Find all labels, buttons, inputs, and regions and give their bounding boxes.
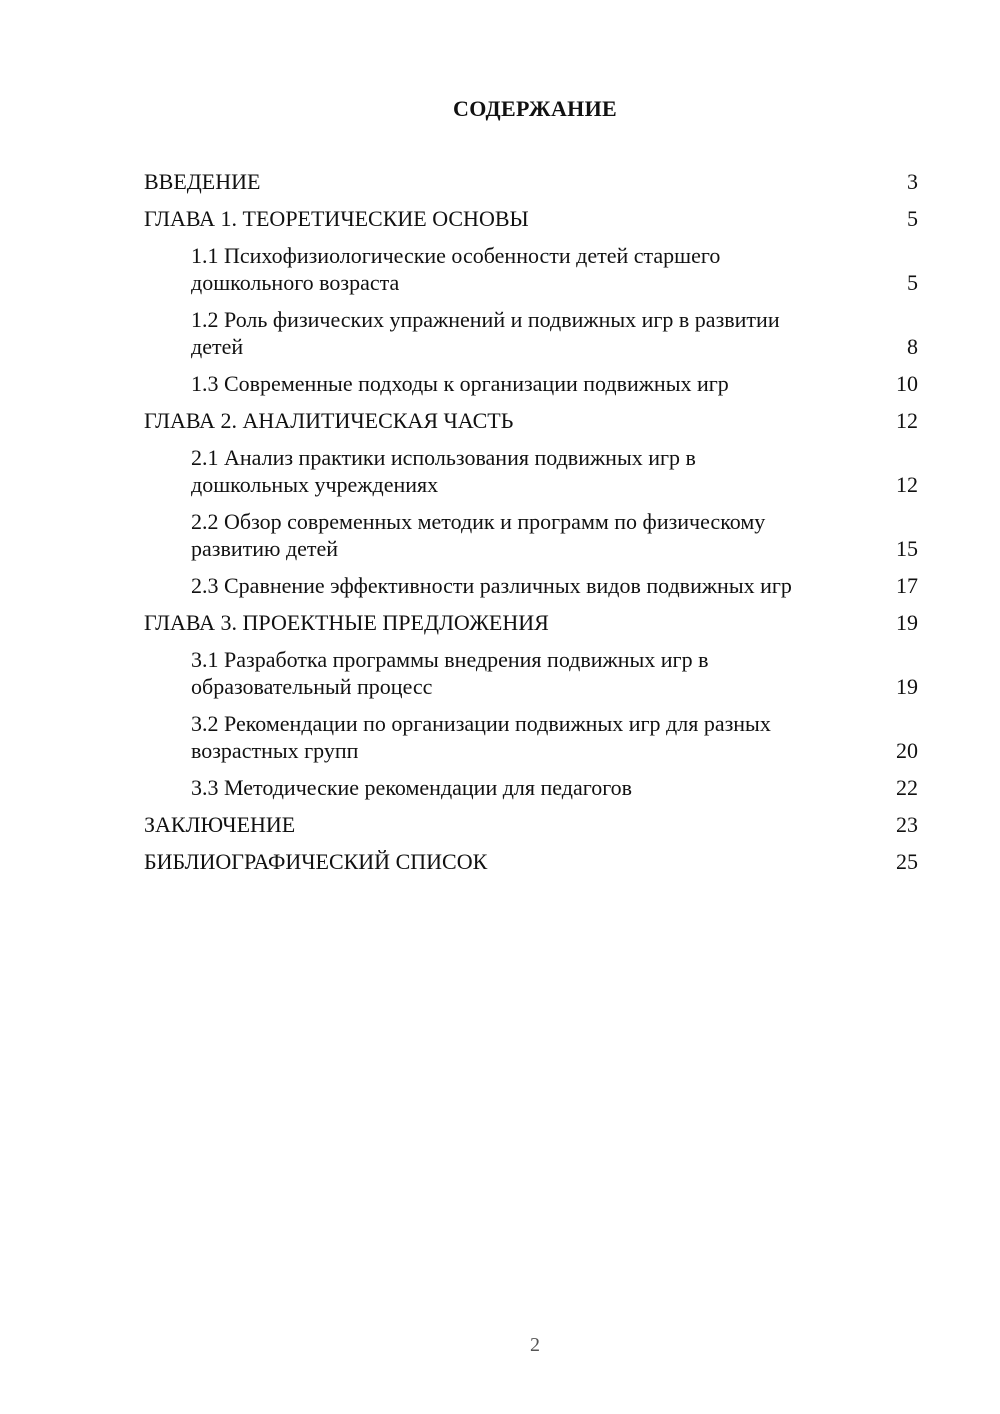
toc-entry-page: 17 bbox=[896, 573, 918, 598]
toc-entry-section-3-1[interactable] bbox=[144, 646, 918, 700]
toc-entry-label: ГЛАВА 1. ТЕОРЕТИЧЕСКИЕ ОСНОВЫ bbox=[144, 206, 529, 231]
toc-entry-conclusion[interactable] bbox=[144, 811, 918, 838]
toc-entry-page: 22 bbox=[896, 775, 918, 800]
toc-entry-section-3-3[interactable] bbox=[144, 774, 918, 801]
toc-entry-page: 15 bbox=[896, 536, 918, 561]
toc-entry-section-1-2[interactable] bbox=[144, 306, 918, 360]
toc-entry-label: 2.1 Анализ практики использования подвижных игр в дошкольных учреждениях bbox=[191, 445, 696, 497]
toc-entry-label: 3.1 Разработка программы внедрения подвижных игр в образовательный процесс bbox=[191, 647, 709, 699]
toc-entry-chapter-1[interactable] bbox=[144, 205, 918, 232]
toc-entry-chapter-3[interactable] bbox=[144, 609, 918, 636]
toc-title: СОДЕРЖАНИЕ bbox=[453, 96, 617, 121]
toc-entry-label: 1.1 Психофизиологические особенности детей старшего дошкольного возраста bbox=[191, 243, 721, 295]
toc-entry-page: 3 bbox=[907, 169, 918, 194]
toc-entry-section-2-2[interactable] bbox=[144, 508, 918, 562]
toc-entry-label: ГЛАВА 2. АНАЛИТИЧЕСКАЯ ЧАСТЬ bbox=[144, 408, 514, 433]
toc-entry-label: БИБЛИОГРАФИЧЕСКИЙ СПИСОК bbox=[144, 849, 488, 874]
toc-list bbox=[144, 168, 918, 885]
toc-entry-chapter-2[interactable] bbox=[144, 407, 918, 434]
page-number: 2 bbox=[530, 1334, 540, 1356]
toc-entry-label: 2.2 Обзор современных методик и программ по физическому развитию детей bbox=[191, 509, 766, 561]
toc-entry-page: 12 bbox=[896, 472, 918, 497]
toc-entry-page: 5 bbox=[907, 270, 918, 295]
toc-entry-introduction[interactable] bbox=[144, 168, 918, 195]
toc-entry-section-2-1[interactable] bbox=[144, 444, 918, 498]
toc-entry-label: 3.3 Методические рекомендации для педагогов bbox=[191, 775, 633, 800]
toc-entry-section-1-1[interactable] bbox=[144, 242, 918, 296]
toc-entry-label: ЗАКЛЮЧЕНИЕ bbox=[144, 812, 296, 837]
toc-entry-page: 10 bbox=[896, 371, 918, 396]
toc-entry-section-1-3[interactable] bbox=[144, 370, 918, 397]
toc-entry-label: 3.2 Рекомендации по организации подвижных игр для разных возрастных групп bbox=[191, 711, 771, 763]
toc-entry-section-3-2[interactable] bbox=[144, 710, 918, 764]
toc-entry-page: 19 bbox=[896, 674, 918, 699]
toc-entry-label: 2.3 Сравнение эффективности различных видов подвижных игр bbox=[191, 573, 792, 598]
toc-entry-section-2-3[interactable] bbox=[144, 572, 918, 599]
toc-entry-page: 5 bbox=[907, 206, 918, 231]
toc-entry-page: 25 bbox=[896, 849, 918, 874]
toc-entry-label: 1.3 Современные подходы к организации подвижных игр bbox=[191, 371, 729, 396]
toc-entry-bibliography[interactable] bbox=[144, 848, 918, 875]
toc-entry-page: 12 bbox=[896, 408, 918, 433]
toc-entry-label: ВВЕДЕНИЕ bbox=[144, 169, 261, 194]
toc-entry-page: 23 bbox=[896, 812, 918, 837]
toc-entry-page: 19 bbox=[896, 610, 918, 635]
toc-entry-page: 8 bbox=[907, 334, 918, 359]
toc-entry-label: ГЛАВА 3. ПРОЕКТНЫЕ ПРЕДЛОЖЕНИЯ bbox=[144, 610, 549, 635]
toc-entry-label: 1.2 Роль физических упражнений и подвижных игр в развитии детей bbox=[191, 307, 780, 359]
toc-entry-page: 20 bbox=[896, 738, 918, 763]
